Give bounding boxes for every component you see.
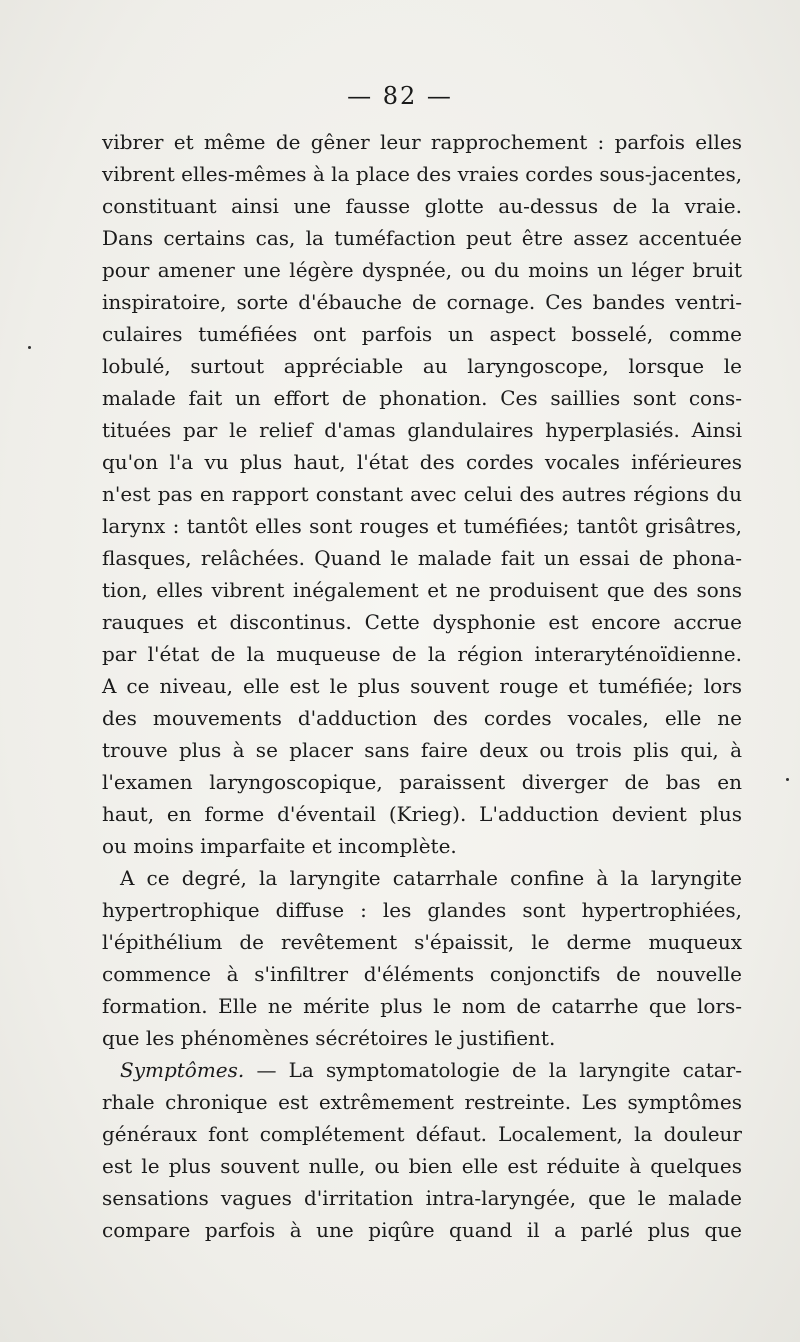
text-line: trouve plus à se placer sans faire deux ou trois plis qui, à — [102, 738, 742, 762]
text-line: vibrer et même de gêner leur rapprochement : parfois elles — [102, 130, 742, 154]
text-line: lobulé, surtout appréciable au laryngoscope, lorsque le — [102, 354, 742, 378]
text-line: larynx : tantôt elles sont rouges et tuméfiées; tantôt grisâtres, — [102, 514, 742, 538]
text-line: culaires tuméfiées ont parfois un aspect bosselé, comme — [102, 322, 742, 346]
text-line: malade fait un effort de phonation. Ces saillies sont cons- — [102, 386, 742, 410]
text-line: l'examen laryngoscopique, paraissent diverger de bas en — [102, 770, 742, 794]
text-line: formation. Elle ne mérite plus le nom de catarrhe que lors- — [102, 994, 742, 1018]
text-line: haut, en forme d'éventail (Krieg). L'adduction devient plus — [102, 802, 742, 826]
text-line: rauques et discontinus. Cette dysphonie est encore accrue — [102, 610, 742, 634]
paragraph-1 — [102, 126, 742, 862]
text-line: pour amener une légère dyspnée, ou du moins un léger bruit — [102, 258, 742, 282]
page-number: — 82 — — [347, 82, 453, 110]
text-line: tion, elles vibrent inégalement et ne produisent que des sons — [102, 578, 742, 602]
text-line: flasques, relâchées. Quand le malade fait un essai de phona- — [102, 546, 742, 570]
text-line: ou moins imparfaite et incomplète. — [102, 834, 457, 858]
text-line: Dans certains cas, la tuméfaction peut être assez accentuée — [102, 226, 742, 250]
text-line: A ce niveau, elle est le plus souvent rouge et tuméfiée; lors — [102, 674, 742, 698]
paper-speck — [786, 778, 789, 781]
text-line: sensations vagues d'irritation intra-laryngée, que le malade — [102, 1186, 742, 1210]
text-line: par l'état de la muqueuse de la région interaryténoïdienne. — [102, 642, 742, 666]
text-line: l'épithélium de revêtement s'épaissit, le derme muqueux — [102, 930, 742, 954]
text-line: A ce degré, la laryngite catarrhale confine à la laryngite — [120, 866, 742, 890]
text-line: rhale chronique est extrêmement restreinte. Les symptômes — [102, 1090, 742, 1114]
text-line: inspiratoire, sorte d'ébauche de cornage. Ces bandes ventri- — [102, 290, 742, 314]
text-line: est le plus souvent nulle, ou bien elle est réduite à quelques — [102, 1154, 742, 1178]
heading-line-rest: — La symptomatologie de la laryngite catar- — [244, 1058, 742, 1082]
text-line: n'est pas en rapport constant avec celui des autres régions du — [102, 482, 742, 506]
body-text — [102, 126, 742, 1246]
paper-speck — [28, 346, 31, 349]
text-line: constituant ainsi une fausse glotte au-dessus de la vraie. — [102, 194, 742, 218]
text-line — [102, 1054, 742, 1086]
text-line: hypertrophique diffuse : les glandes sont hypertrophiées, — [102, 898, 742, 922]
paragraph-3 — [102, 1054, 742, 1246]
text-line: généraux font complétement défaut. Localement, la douleur — [102, 1122, 742, 1146]
section-heading: Symptômes. — [120, 1058, 245, 1082]
text-line: compare parfois à une piqûre quand il a parlé plus que — [102, 1218, 742, 1242]
text-line: tituées par le relief d'amas glandulaires hyperplasiés. Ainsi — [102, 418, 742, 442]
paragraph-2 — [102, 862, 742, 1054]
text-line: vibrent elles-mêmes à la place des vraies cordes sous-jacentes, — [102, 162, 743, 186]
text-line: des mouvements d'adduction des cordes vocales, elle ne — [102, 706, 742, 730]
text-line: commence à s'infiltrer d'éléments conjonctifs de nouvelle — [102, 962, 742, 986]
text-line: qu'on l'a vu plus haut, l'état des cordes vocales inférieures — [102, 450, 742, 474]
text-line: que les phénomènes sécrétoires le justifient. — [102, 1026, 556, 1050]
